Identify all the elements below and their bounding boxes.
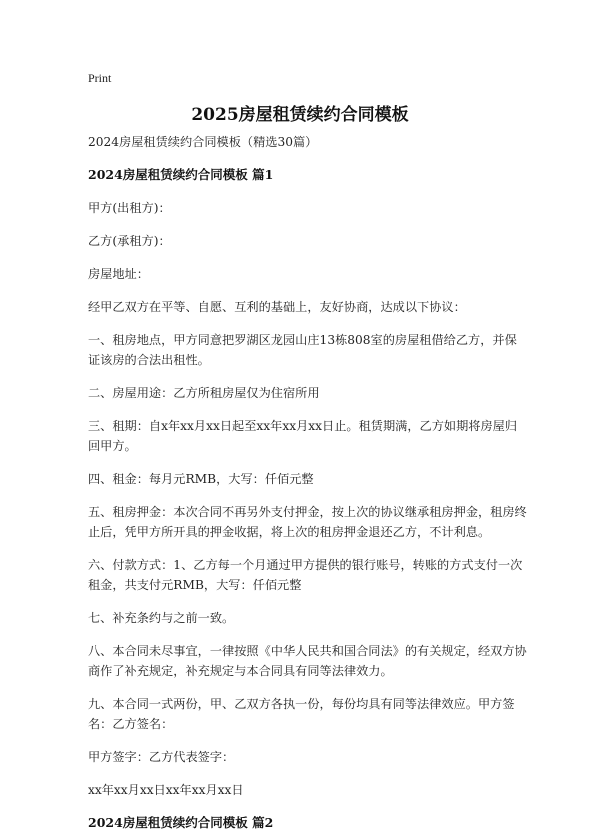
print-label: Print — [88, 71, 112, 85]
clause-1: 一、租房地点，甲方同意把罗湖区龙园山庄13栋808室的房屋租借给乙方，并保证该房的合法出租性。 — [88, 333, 517, 367]
clause-9: 九、本合同一式两份，甲、乙双方各执一份，每份均具有同等法律效应。甲方签名：乙方签名： — [88, 697, 515, 731]
clause-6: 六、付款方式：1、乙方每一个月通过甲方提供的银行账号，转账的方式支付一次租金，共支付元RMB，大写：仟佰元整 — [88, 558, 523, 592]
date-line: xx年xx月xx日xx年xx月xx日 — [88, 783, 244, 797]
party-b-line: 乙方(承租方)： — [88, 234, 171, 248]
address-line: 房屋地址： — [88, 267, 149, 281]
document-body — [88, 132, 528, 833]
clause-2: 二、房屋用途：乙方所租房屋仅为住宿所用 — [88, 386, 320, 400]
clause-7: 七、补充条约与之前一致。 — [88, 611, 235, 625]
document-subtitle: 2024房屋租赁续约合同模板（精选30篇） — [88, 135, 318, 149]
section-title-1: 2024房屋租赁续约合同模板 篇1 — [88, 167, 274, 182]
page-title: 2025房屋租赁续约合同模板 — [191, 105, 409, 125]
clause-3: 三、租期：自x年xx月xx日起至xx年xx月xx日止。租赁期满，乙方如期将房屋归回甲方。 — [88, 419, 518, 453]
party-a-line: 甲方(出租方)： — [88, 201, 171, 215]
clause-8: 八、本合同未尽事宜，一律按照《中华人民共和国合同法》的有关规定，经双方协商作了补充规定，补充规定与本合同具有同等法律效力。 — [88, 644, 527, 678]
section-title-2: 2024房屋租赁续约合同模板 篇2 — [88, 815, 274, 830]
clause-5: 五、租房押金：本次合同不再另外支付押金，按上次的协议继承租房押金，租房终止后，凭甲方所开具的押金收据，将上次的租房押金退还乙方，不计利息。 — [88, 505, 527, 539]
clause-4: 四、租金：每月元RMB，大写：仟佰元整 — [88, 472, 314, 486]
signature-line: 甲方签字：乙方代表签字： — [88, 750, 235, 764]
intro-paragraph: 经甲乙双方在平等、自愿、互利的基础上，友好协商，达成以下协议： — [88, 300, 466, 314]
